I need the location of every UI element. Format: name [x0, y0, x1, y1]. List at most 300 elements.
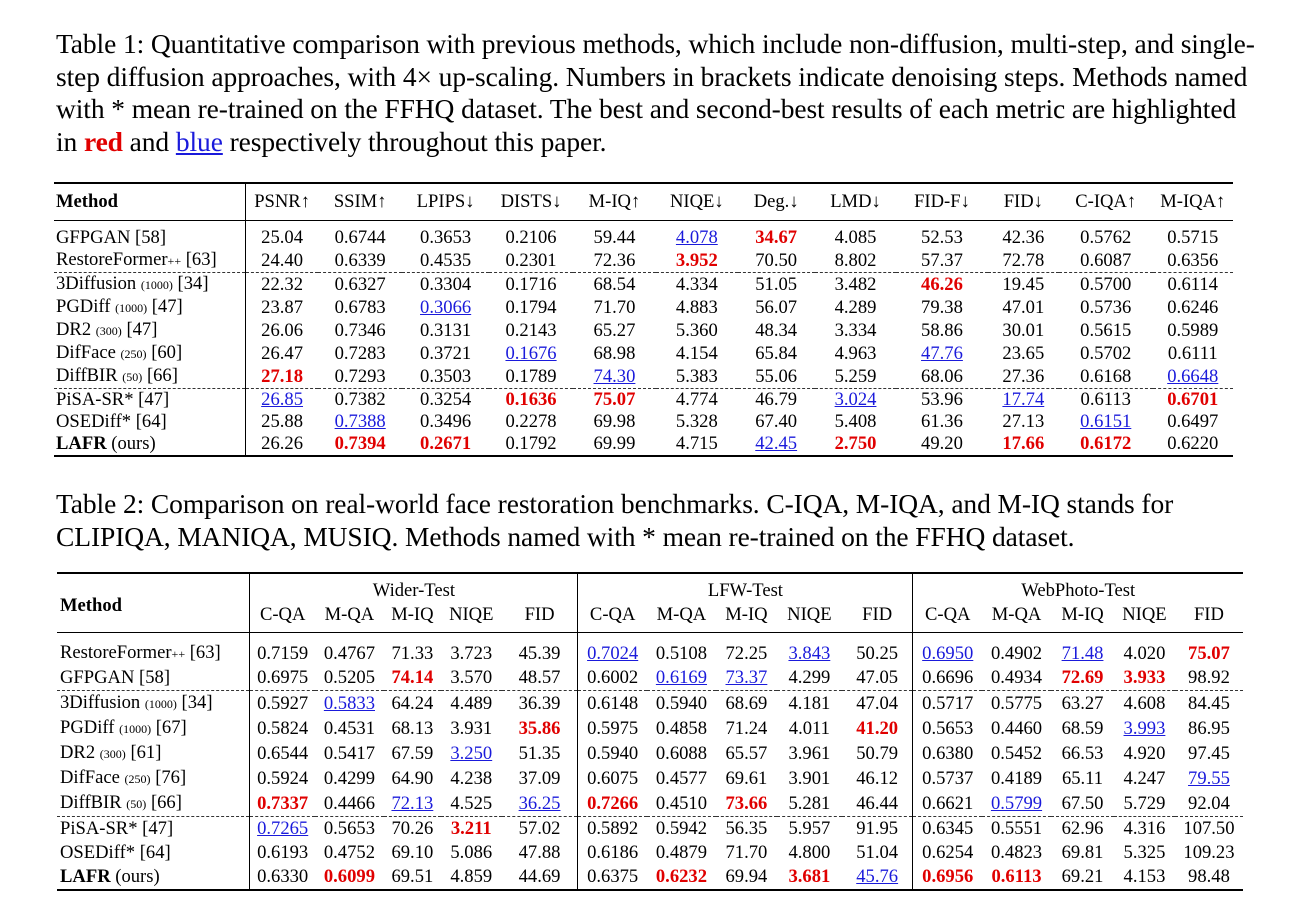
data-cell [402, 296, 489, 319]
data-cell [402, 433, 489, 456]
data-cell [842, 865, 913, 890]
cell-value: 0.5653 [323, 818, 375, 839]
data-cell [716, 716, 777, 741]
cell-value: 0.5940 [587, 742, 639, 764]
cell-value: 0.5762 [1080, 227, 1132, 248]
cell-value: 0.4299 [323, 767, 375, 789]
cell-value: 4.247 [1123, 767, 1166, 789]
data-cell [441, 841, 502, 865]
cell-value: 0.5942 [655, 818, 708, 839]
data-cell [489, 389, 572, 412]
cell-value: 68.69 [725, 692, 768, 714]
method-name: PGDiff [60, 717, 115, 738]
data-cell [815, 389, 896, 412]
data-cell [250, 766, 315, 791]
cell-value: 0.1792 [505, 433, 557, 454]
cell-value: 71.24 [725, 717, 768, 739]
cell-value: 5.360 [675, 319, 718, 341]
cell-value: 4.608 [1123, 692, 1166, 714]
cell-value: 0.2143 [505, 319, 557, 341]
method-name: PGDiff [56, 296, 111, 317]
cell-value: 36.39 [518, 692, 561, 714]
method-reference: [58] [130, 227, 167, 248]
data-cell [842, 666, 913, 691]
cell-value: 3.843 [788, 642, 831, 664]
cell-value: 72.25 [725, 642, 768, 664]
cell-value: 0.6151 [1080, 411, 1132, 432]
data-cell [489, 411, 572, 433]
data-cell [250, 841, 315, 865]
cell-value: 92.04 [1188, 792, 1230, 814]
cell-value: 3.250 [450, 742, 493, 764]
cell-value: 0.6380 [922, 742, 974, 764]
data-cell [988, 411, 1059, 433]
cell-value: 4.963 [834, 342, 877, 364]
cell-value: 0.7159 [257, 642, 309, 664]
data-cell [982, 766, 1051, 791]
data-cell [578, 766, 647, 791]
method-reference: [66] [142, 365, 178, 386]
denoising-steps: (1000) [115, 301, 148, 315]
data-cell [777, 865, 842, 890]
data-cell [656, 319, 737, 342]
cell-value: 0.5892 [587, 818, 639, 839]
cell-value: 0.6254 [922, 842, 974, 863]
cell-value: 4.316 [1123, 818, 1166, 839]
denoising-steps: (300) [99, 747, 126, 761]
cell-value: 0.3653 [420, 227, 472, 248]
data-cell [815, 411, 896, 433]
method-name: DR2 [56, 319, 92, 340]
cell-value: 5.086 [450, 842, 493, 863]
data-cell [647, 766, 716, 791]
data-cell [1153, 411, 1233, 433]
data-cell [578, 633, 647, 667]
table1-header-cell: PSNR↑ [245, 183, 318, 221]
method-cell [57, 633, 250, 667]
data-cell [777, 766, 842, 791]
table2-subheader-cell: FID [842, 602, 913, 633]
cell-value: 0.6113 [991, 866, 1042, 887]
data-cell [573, 433, 656, 456]
data-cell [245, 296, 318, 319]
data-cell [647, 716, 716, 741]
cell-value: 0.4460 [990, 717, 1043, 739]
data-cell [896, 342, 988, 365]
denoising-steps: (300) [95, 324, 122, 338]
data-cell [913, 841, 982, 865]
cell-value: 0.4531 [323, 717, 375, 739]
data-cell [1051, 691, 1114, 717]
cell-value: 50.79 [856, 742, 899, 764]
data-cell [441, 817, 502, 842]
data-cell [716, 865, 777, 890]
cell-value: 4.238 [450, 767, 493, 789]
data-cell [245, 433, 318, 456]
cell-value: 0.7382 [334, 389, 386, 410]
cell-value: 72.36 [593, 249, 636, 271]
method-name: LAFR [56, 433, 107, 454]
cell-value: 0.6621 [922, 792, 974, 814]
data-cell [656, 411, 737, 433]
table-row [57, 716, 1243, 741]
data-cell [402, 342, 489, 365]
cell-value: 0.6783 [334, 296, 386, 318]
data-cell [777, 633, 842, 667]
data-cell [647, 633, 716, 667]
cell-value: 0.5715 [1167, 227, 1219, 248]
data-cell [502, 791, 578, 817]
cell-value: 69.99 [593, 433, 636, 454]
data-cell [489, 365, 572, 389]
cell-value: 0.5737 [922, 767, 974, 789]
cell-value: 0.4535 [420, 249, 472, 271]
table-row [54, 249, 1233, 273]
data-cell [250, 691, 315, 717]
method-name: RestoreFormer [56, 249, 168, 270]
cell-value: 71.33 [391, 642, 434, 664]
cell-value: 69.94 [725, 866, 768, 887]
table-row [54, 389, 1233, 412]
cell-value: 64.24 [391, 692, 434, 714]
data-cell [315, 691, 384, 717]
method-cell [54, 273, 245, 297]
cell-value: 42.36 [1002, 227, 1045, 248]
cell-value: 0.5653 [922, 717, 974, 739]
cell-value: 64.90 [391, 767, 434, 789]
denoising-steps: (1000) [140, 278, 173, 292]
data-cell [1114, 691, 1175, 717]
cell-value: 68.13 [391, 717, 434, 739]
data-cell [315, 716, 384, 741]
method-name: DiffBIR [56, 365, 118, 386]
cell-value: 0.4823 [990, 842, 1043, 863]
cell-value: 41.20 [856, 717, 899, 739]
method-name: GFPGAN [56, 227, 131, 248]
caption1-part1: Table 1: Quantitative comparison with previous methods, which include non-diffusion, multi-step, and single-step diffusion approaches, with 4× up-scaling. Numbers in brackets indicate denoising steps. Methods named with * mean re-trained on the FFHQ dataset. The best and second-best results of each metric are highlighted in [56, 28, 1255, 157]
data-cell [842, 841, 913, 865]
data-cell [250, 791, 315, 817]
cell-value: 69.10 [391, 842, 434, 863]
table1 [54, 182, 1233, 457]
data-cell [245, 273, 318, 297]
method-reference: [76] [150, 767, 187, 788]
table1-header-cell: M-IQA↑ [1153, 183, 1233, 221]
method-reference: [47] [147, 296, 183, 317]
data-cell [502, 633, 578, 667]
data-cell [1051, 666, 1114, 691]
cell-value: 49.20 [921, 433, 963, 454]
table2-group-header: LFW-Test [578, 573, 913, 602]
cell-value: 0.4858 [655, 717, 708, 739]
method-name: OSEDiff* [56, 411, 132, 432]
cell-value: 0.3304 [420, 273, 472, 295]
cell-value: 66.53 [1061, 742, 1104, 764]
data-cell [1153, 389, 1233, 412]
data-cell [988, 296, 1059, 319]
cell-value: 0.4466 [323, 792, 375, 814]
data-cell [656, 365, 737, 389]
cell-value: 0.7394 [334, 433, 386, 454]
data-cell [1175, 865, 1243, 890]
data-cell [502, 741, 578, 766]
cell-value: 5.325 [1123, 842, 1166, 863]
cell-value: 0.6193 [257, 842, 309, 863]
data-cell [982, 666, 1051, 691]
data-cell [315, 791, 384, 817]
data-cell [656, 273, 737, 297]
method-suffix: ++ [171, 647, 186, 661]
data-cell [815, 365, 896, 389]
cell-value: 42.45 [755, 433, 798, 454]
data-cell [384, 633, 441, 667]
data-cell [988, 221, 1059, 250]
cell-value: 46.26 [921, 273, 963, 295]
data-cell [384, 691, 441, 717]
table2-subheader-cell: M-IQ [1051, 602, 1114, 633]
cell-value: 5.729 [1123, 792, 1166, 814]
data-cell [250, 633, 315, 667]
table-row [54, 433, 1233, 456]
method-cell [54, 411, 245, 433]
method-reference: [47] [121, 319, 158, 340]
data-cell [573, 365, 656, 389]
cell-value: 25.88 [261, 411, 304, 432]
cell-value: 4.859 [450, 866, 493, 887]
cell-value: 0.6168 [1080, 365, 1132, 387]
data-cell [738, 249, 815, 273]
table1-header-cell: LPIPS↓ [402, 183, 489, 221]
cell-value: 45.39 [518, 642, 561, 664]
cell-value: 4.299 [788, 667, 831, 688]
cell-value: 72.69 [1061, 667, 1104, 688]
cell-value: 4.153 [1123, 866, 1166, 887]
cell-value: 0.5551 [990, 818, 1043, 839]
cell-value: 3.931 [450, 717, 493, 739]
cell-value: 69.21 [1061, 866, 1104, 887]
cell-value: 0.5717 [922, 692, 974, 714]
data-cell [318, 389, 401, 412]
method-cell [54, 342, 245, 365]
data-cell [1114, 841, 1175, 865]
cell-value: 75.07 [593, 389, 636, 410]
data-cell [1051, 841, 1114, 865]
cell-value: 36.25 [518, 792, 561, 814]
cell-value: 48.57 [518, 667, 561, 688]
cell-value: 23.87 [261, 296, 304, 318]
table2-subheader-cell: C-QA [578, 602, 647, 633]
cell-value: 70.26 [391, 818, 434, 839]
data-cell [402, 411, 489, 433]
data-cell [402, 249, 489, 273]
cell-value: 0.6075 [587, 767, 639, 789]
table-row [57, 791, 1243, 817]
table2-subheader-cell: M-IQ [384, 602, 441, 633]
cell-value: 4.800 [788, 842, 831, 863]
data-cell [842, 716, 913, 741]
data-cell [315, 841, 384, 865]
cell-value: 0.5824 [257, 717, 309, 739]
cell-value: 0.6345 [922, 818, 974, 839]
cell-value: 3.024 [834, 389, 877, 410]
data-cell [318, 411, 401, 433]
data-cell [250, 666, 315, 691]
data-cell [716, 817, 777, 842]
table-row [54, 221, 1233, 250]
data-cell [384, 666, 441, 691]
data-cell [245, 319, 318, 342]
cell-value: 0.4767 [323, 642, 375, 664]
cell-value: 0.6246 [1167, 296, 1219, 318]
table2-subheader-cell: NIQE [777, 602, 842, 633]
method-cell [57, 817, 250, 842]
data-cell [656, 433, 737, 456]
table-row [57, 691, 1243, 717]
cell-value: 58.86 [921, 319, 963, 341]
data-cell [245, 221, 318, 250]
cell-value: 0.3721 [420, 342, 472, 364]
data-cell [489, 249, 572, 273]
table2-group-row [57, 573, 1243, 602]
cell-value: 19.45 [1002, 273, 1045, 295]
cell-value: 0.5799 [990, 792, 1043, 814]
table1-caption [56, 28, 1256, 158]
method-suffix: ++ [167, 254, 182, 268]
cell-value: 0.7346 [334, 319, 386, 341]
cell-value: 67.40 [755, 411, 798, 432]
data-cell [1051, 716, 1114, 741]
data-cell [250, 865, 315, 890]
cell-value: 0.7283 [334, 342, 386, 364]
cell-value: 0.7265 [257, 818, 309, 839]
method-reference: [47] [137, 818, 174, 839]
cell-value: 3.933 [1123, 667, 1166, 688]
method-cell [54, 296, 245, 319]
table2-subheader-cell: NIQE [441, 602, 502, 633]
cell-value: 86.95 [1188, 717, 1230, 739]
data-cell [1059, 221, 1153, 250]
data-cell [573, 249, 656, 273]
cell-value: 50.25 [856, 642, 899, 664]
table1-header-cell: FID↓ [988, 183, 1059, 221]
data-cell [988, 389, 1059, 412]
data-cell [896, 296, 988, 319]
cell-value: 4.715 [675, 433, 718, 454]
cell-value: 47.88 [518, 842, 561, 863]
data-cell [896, 249, 988, 273]
cell-value: 0.4902 [990, 642, 1043, 664]
cell-value: 4.920 [1123, 742, 1166, 764]
cell-value: 67.59 [391, 742, 434, 764]
data-cell [1114, 865, 1175, 890]
table1-header-row [54, 183, 1233, 221]
data-cell [913, 817, 982, 842]
method-name: PiSA-SR* [56, 389, 134, 410]
data-cell [1059, 365, 1153, 389]
cell-value: 3.723 [450, 642, 493, 664]
table-row [54, 411, 1233, 433]
data-cell [716, 766, 777, 791]
data-cell [441, 716, 502, 741]
method-reference: [64] [135, 842, 171, 863]
cell-value: 0.6975 [257, 667, 309, 688]
data-cell [318, 249, 401, 273]
cell-value: 0.1789 [505, 365, 557, 387]
data-cell [578, 865, 647, 890]
data-cell [982, 741, 1051, 766]
cell-value: 4.525 [450, 792, 493, 814]
table-row [54, 273, 1233, 297]
cell-value: 0.6339 [334, 249, 386, 271]
cell-value: 5.328 [675, 411, 718, 432]
data-cell [315, 817, 384, 842]
cell-value: 27.18 [261, 365, 304, 387]
cell-value: 0.6544 [257, 742, 309, 764]
data-cell [777, 716, 842, 741]
cell-value: 68.98 [593, 342, 636, 364]
data-cell [502, 766, 578, 791]
data-cell [647, 841, 716, 865]
cell-value: 0.6220 [1167, 433, 1219, 454]
data-cell [716, 841, 777, 865]
data-cell [502, 666, 578, 691]
cell-value: 44.69 [518, 866, 561, 887]
table1-header-cell: LMD↓ [815, 183, 896, 221]
data-cell [913, 666, 982, 691]
cell-value: 4.085 [834, 227, 877, 248]
data-cell [988, 319, 1059, 342]
data-cell [1051, 741, 1114, 766]
data-cell [913, 716, 982, 741]
cell-value: 59.44 [593, 227, 636, 248]
data-cell [815, 433, 896, 456]
data-cell [1153, 249, 1233, 273]
cell-value: 69.98 [593, 411, 636, 432]
cell-value: 0.5924 [257, 767, 309, 789]
method-reference: [60] [146, 342, 183, 363]
data-cell [578, 841, 647, 865]
table2-method-header: Method [57, 573, 250, 633]
data-cell [245, 342, 318, 365]
data-cell [1153, 433, 1233, 456]
data-cell [656, 221, 737, 250]
data-cell [1175, 741, 1243, 766]
data-cell [402, 273, 489, 297]
data-cell [896, 365, 988, 389]
cell-value: 51.04 [856, 842, 899, 863]
cell-value: 0.6330 [257, 866, 309, 887]
data-cell [896, 389, 988, 412]
data-cell [1059, 433, 1153, 456]
cell-value: 0.7388 [334, 411, 386, 432]
cell-value: 107.50 [1183, 818, 1235, 839]
data-cell [988, 365, 1059, 389]
data-cell [738, 411, 815, 433]
cell-value: 0.3131 [420, 319, 472, 341]
cell-value: 4.289 [834, 296, 877, 318]
table-row [57, 666, 1243, 691]
data-cell [318, 273, 401, 297]
cell-value: 0.1716 [505, 273, 557, 295]
data-cell [738, 319, 815, 342]
data-cell [982, 691, 1051, 717]
data-cell [738, 433, 815, 456]
data-cell [318, 342, 401, 365]
method-reference: [64] [131, 411, 167, 432]
method-reference: [63] [185, 642, 221, 663]
data-cell [578, 741, 647, 766]
data-cell [1114, 633, 1175, 667]
